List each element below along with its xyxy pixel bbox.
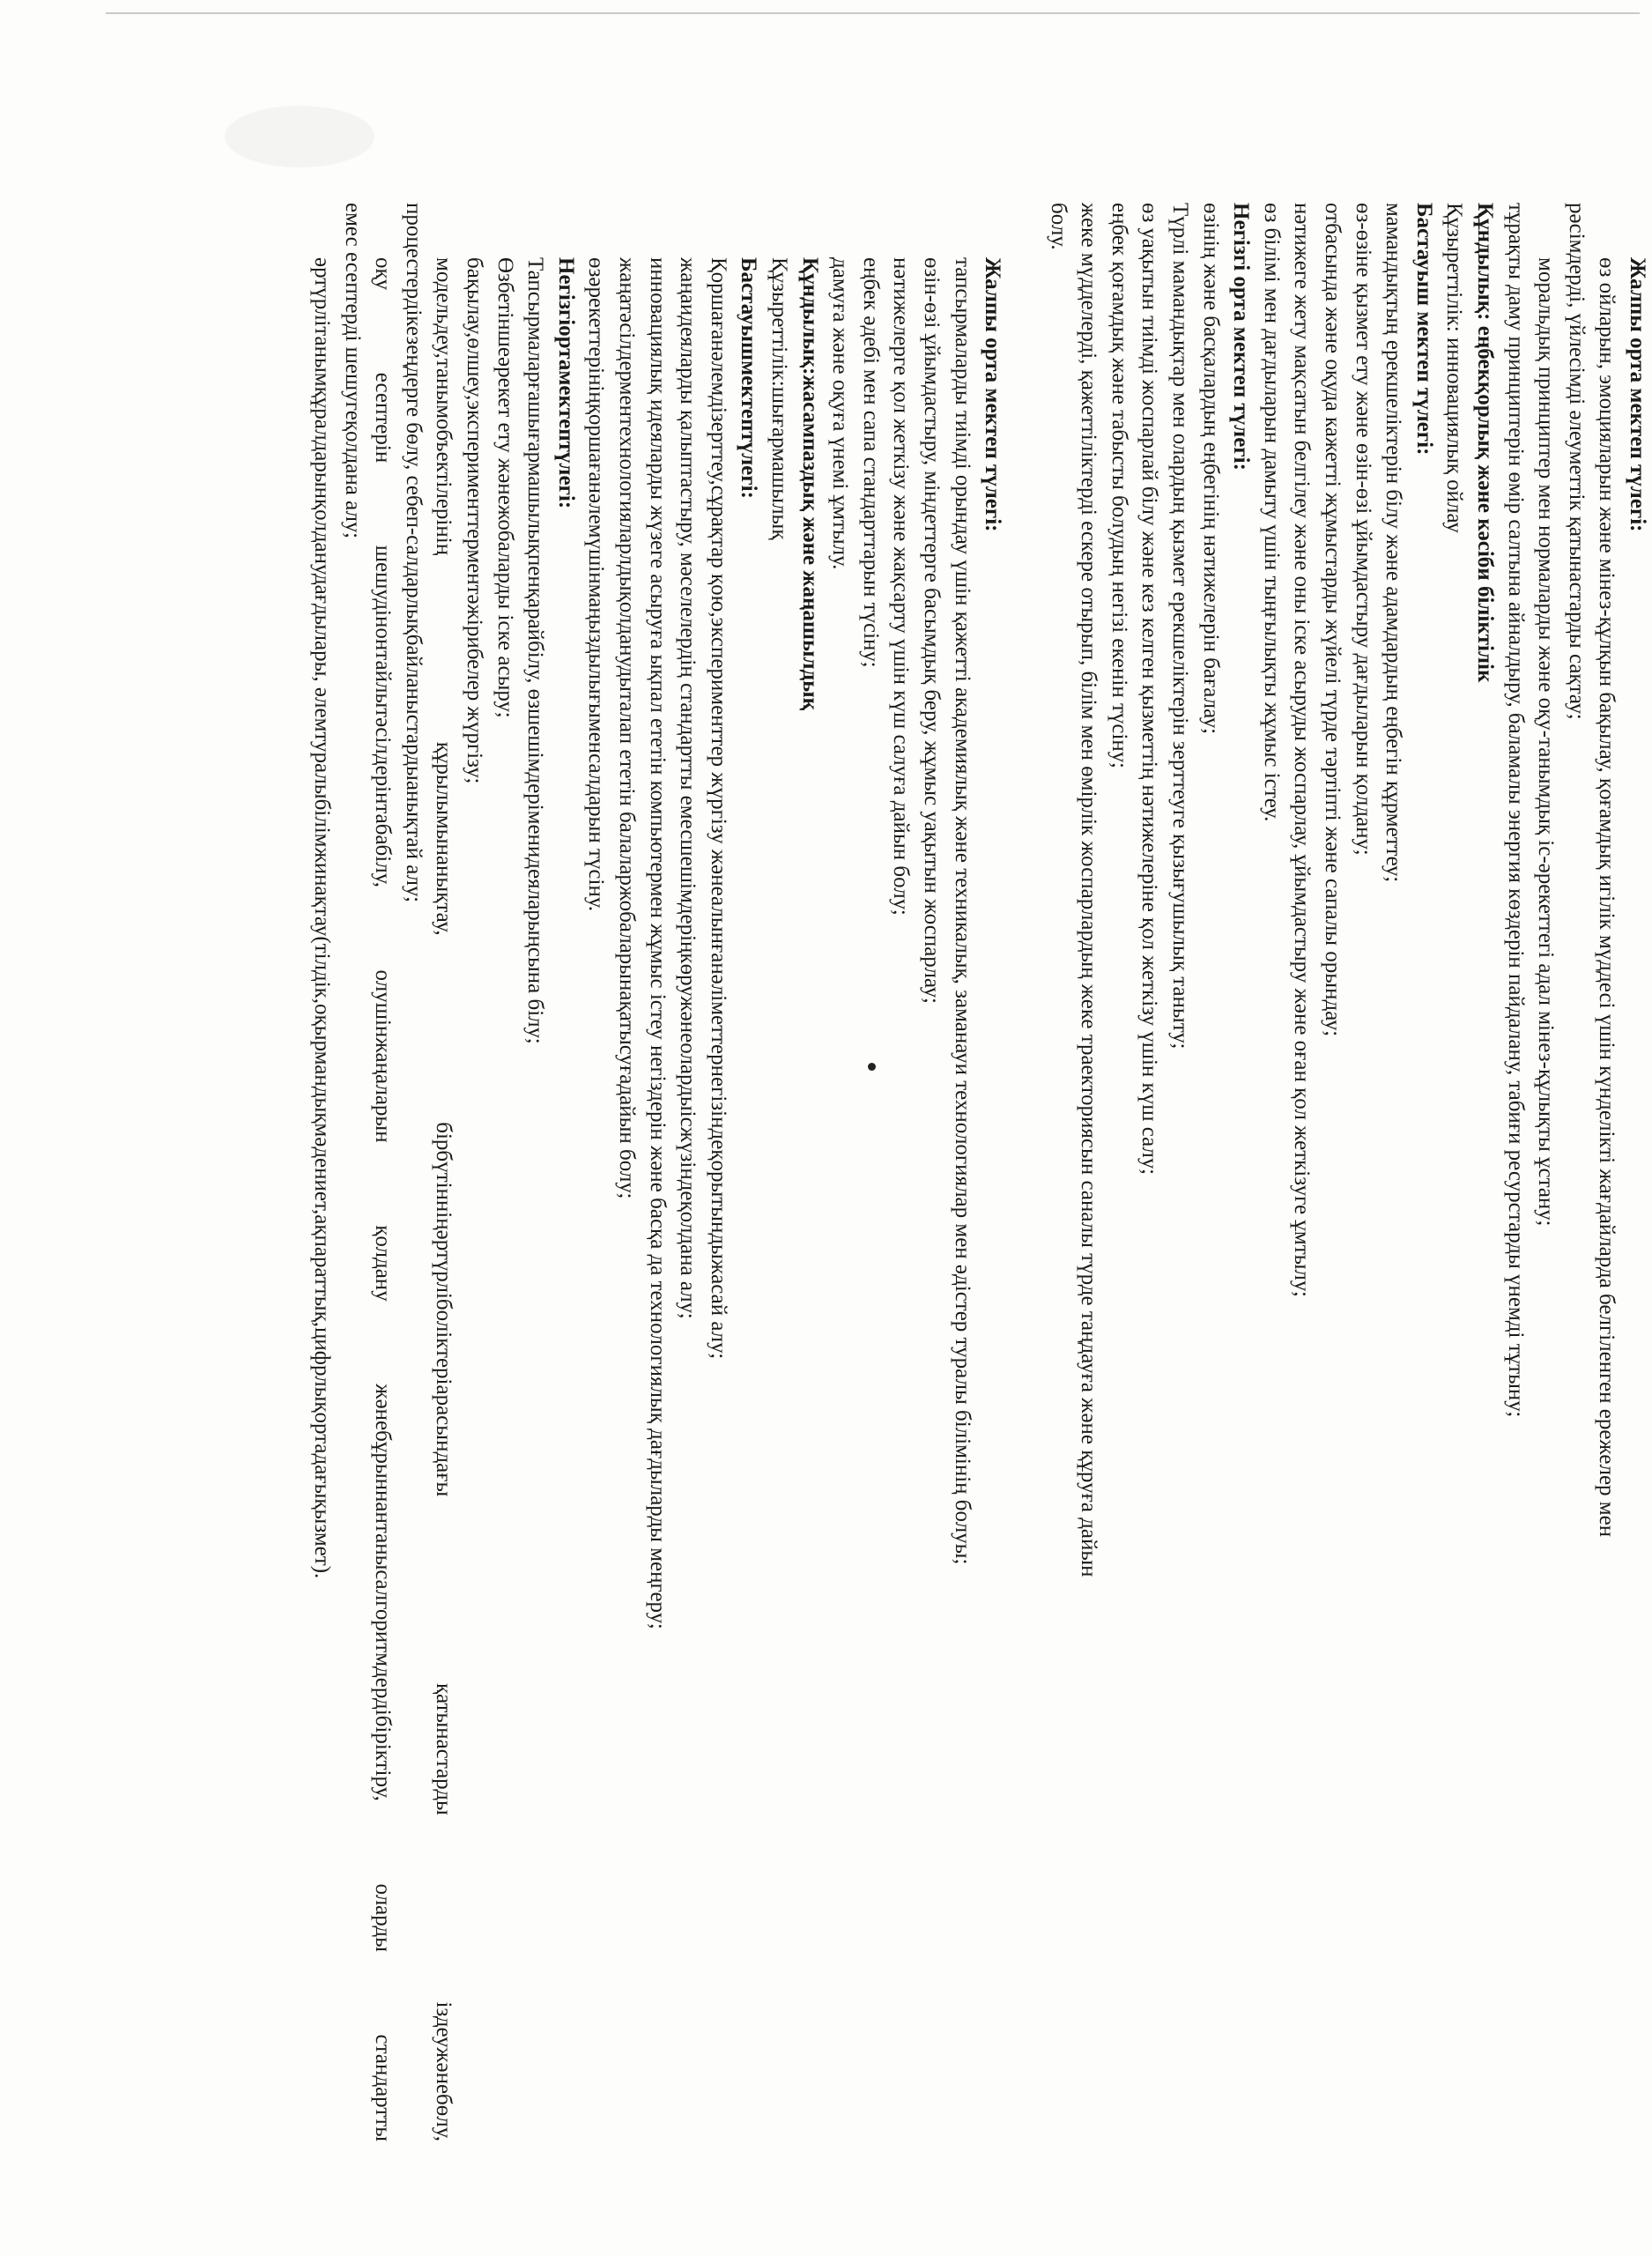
text-line: процестердікезеңдерге бөлу, себеп-салдарлықбайланыстардыанықтай алу; <box>401 203 426 903</box>
text-line: өзінің және басқалардың еңбегінің нәтижелерін бағалау; <box>1198 203 1223 735</box>
text-line: Құзыреттілік: инновациялық ойлау <box>1442 203 1467 533</box>
text-line: өз-өзіне қызмет ету және өзін-өзі ұйымдастыру дағдыларын қолдану; <box>1351 203 1375 856</box>
text-line: өзәрекеттерініңқоршағанәлемүшінмаңыздылығыменсалдарын түсіну. <box>584 257 609 912</box>
text-line: Құзыреттілік:шығармашылық <box>767 257 791 540</box>
text-line: отбасында және оқуда кажетті жұмыстарды жүйелі түрде тәртіпті және сапалы орындау; <box>1321 203 1345 1037</box>
text-line: өз уақытын тиімді жоспарлай білу және кез келген қызметтің нәтижелеріне қол жеткізу үшін күш салу; <box>1137 203 1162 1176</box>
text-line: өз білімі мен дағдыларын дамыту үшін тыңғылықты жұмыс істеу. <box>1259 203 1284 822</box>
text-line: мамандықтың ерекшеліктерін білу және адамдардың еңбегін құрметтеу; <box>1382 203 1406 883</box>
scan-top-edge <box>106 12 1640 14</box>
section-heading: Құндылық:жасампаздық және жаңашылдық <box>797 257 822 711</box>
text-line: бақылау,өлшеу,эксперименттерментәжірибелер жүргізу; <box>463 257 487 784</box>
text-line: инновациялық идеяларды жүзеге асыруға ықпал ететін компьютермен жұмыс істеу негіздерін және басқа да технологиялық дағдыларды меңгеру; <box>645 257 670 1629</box>
section-heading: Жалпы орта мектеп түлегі: <box>981 257 1005 532</box>
text-line: жеке мүдделерді, қажеттіліктерді ескере отырып, білім мен өмірлік жоспарлардың жеке траекториясын саналы түрде таңдауға және құруға дайын <box>1077 203 1101 1577</box>
text-line: жаңаидеяларды қалыптастыру, мәселелердің стандартты емесшешімдеріңкөружәнеолардыісжүзіндеқолдана алу; <box>676 257 700 1319</box>
text-line: әртүрлітанымқұралдарынқолданудағдылары, әлемтуралыбілімжинақтау(тілдік,оқырмандықмәдениет,ақпараттық,цифрлықортадағықызмет). <box>310 257 335 1579</box>
text-line: тұрақты даму принциптерін өмір салтына айналдыру, баламалы энергия көздерін пайдалану, табиғи ресурстарды үнемді тұтыну; <box>1503 203 1528 1418</box>
text-line: жаңатәсілдерментехнологияларлдықолданудыталап ететін балаларжобаларынақатысуғадайын болу; <box>615 257 639 1199</box>
section-heading: Жалпы орта мектеп түлегі: <box>1626 257 1649 532</box>
text-line: өз ойларын, эмоцияларын және мінез-құлқын бақылау, қоғамдық игілік мүддесі үшін күнделікті жағдайларда белгіленген ережелер мен <box>1595 257 1619 1538</box>
text-line: емес есептерді шешугеқолдана алу; <box>340 203 365 539</box>
scan-smudge <box>225 106 374 167</box>
text-line: нәтижелерге қол жеткізу және жақсарту үшін күш салуға дайын болу; <box>889 257 914 916</box>
text-line: болу. <box>1046 203 1070 250</box>
text-line: тапсырмаларды тиімді орындау үшін қажетті академиялық және техникалық, заманауи технологиялар мен әдістер туралы білімінің болуы; <box>950 257 974 1565</box>
text-line: рәсімдерді, үйлесімді әлеуметтік қатынастарды сақтау; <box>1564 203 1589 720</box>
text-line: дамуға және оқуға үнемі ұмтылу. <box>828 257 853 570</box>
section-heading: Құндылық: еңбекқорлық және кәсіби біліктілік <box>1473 203 1498 683</box>
text-line: Түрлі мамандықтар мен олардың қызмет ерекшеліктерін зерттеуге қызығушылық таныту; <box>1168 203 1193 1050</box>
text-line: еңбек әдебі мен сапа стандарттарын түсіну; <box>858 257 883 668</box>
text-line: Өзбетіншеәрекет ету жәнежобаларды іске асыру; <box>493 257 517 718</box>
section-heading: Негізгі орта мектеп түлегі: <box>1229 203 1254 471</box>
text-line: еңбек қоғамдық және табысты болудың негізі екенін түсіну; <box>1107 203 1131 768</box>
text-line: оқу есептерін шешудінонтайлытәсілдерінтабабілу, олушінжаңаларын қолдану жәнебұрыннантаныcалгоритмдердібіріктіру, оларды стандартты <box>371 257 396 2141</box>
text-line: модельдеу,танымобъектілерінің құрылымынанықтау, бірбүтінніңәртүрліболіктеріарасындағы қатынастарды іздеужәнебөлу, <box>432 257 456 2141</box>
section-heading: Бастауышмектептүлегі: <box>737 257 761 499</box>
section-gap <box>1007 203 1042 2141</box>
rotated-document-page <box>0 203 1652 2141</box>
text-line: өзін-өзі ұйымдастыру, міндеттерге басымдық беру, жұмыс уақытын жоспарлау; <box>919 257 944 1004</box>
text-line: Тапсырмаларғашығармашылықпенқарайбілу, өзшешімдеріменидеяларыңсына білу; <box>523 257 548 1044</box>
text-line: моральдық принциптер мен нормаларды және оқу-танымдық іс-әрекеттегі адал мінез-құлықты ұстану; <box>1534 257 1559 1227</box>
text-line: Қоршағанәлемдізерттеу,сұрақтар қою,эксперименттер жүргізу жәнеалынғанәліметтернегізіндеқорытындыжасай алу; <box>706 257 730 1360</box>
section-heading: Бастауыш мектеп түлегі: <box>1411 203 1436 456</box>
text-line: нәтижеге жету мақсатын белгілеу және оны іске асыруды жоспарлау, ұйымдастыру және оған қол жеткізуге ұмтылу; <box>1290 203 1315 1298</box>
section-heading: Негізгіортамектептүлегі: <box>553 257 578 509</box>
